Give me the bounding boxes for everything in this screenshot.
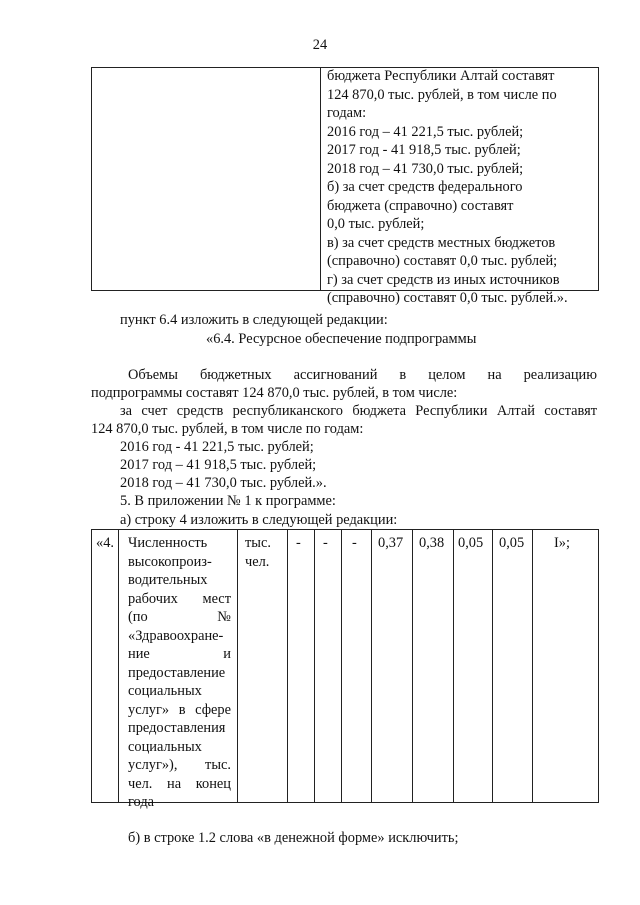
indicator-name-line: услуг»), тыс. xyxy=(128,757,231,773)
table-line: бюджета (справочно) составят xyxy=(327,197,514,214)
budget-table xyxy=(91,67,599,306)
table-line: б) за счет средств федерального xyxy=(327,179,523,195)
indicator-name-line: высокопроиз- xyxy=(128,553,212,570)
table-column-divider xyxy=(453,530,454,802)
paragraph-line: 124 870,0 тыс. рублей, в том числе по годам: xyxy=(91,421,364,437)
value-cell: I»; xyxy=(554,535,570,551)
indicator-name-line: услуг» в сфере xyxy=(128,701,231,718)
budget-table-right-cell xyxy=(327,67,595,308)
table-line: 2018 год – 41 730,0 тыс. рублей; xyxy=(327,160,524,177)
paragraph-6-4-intro: пункт 6.4 изложить в следующей редакции: xyxy=(120,312,388,328)
table-column-divider xyxy=(341,530,342,802)
indicator-name-line: водительных xyxy=(128,572,208,588)
table-line: 2017 год - 41 918,5 тыс. рублей; xyxy=(327,142,521,158)
unit-line: тыс. xyxy=(245,535,271,551)
indicator-name-line: чел. на конец xyxy=(128,775,231,792)
table-line: г) за счет средств из иных источников xyxy=(327,271,560,288)
table-line: бюджета Республики Алтай составят xyxy=(327,68,555,84)
table-column-divider xyxy=(314,530,315,802)
paragraph-line: Объемы бюджетных ассигнований в целом на реализацию xyxy=(128,367,597,383)
page-number: 24 xyxy=(312,37,328,53)
value-cell: - xyxy=(323,535,328,551)
table-column-divider xyxy=(412,530,413,802)
table-line: 2016 год – 41 221,5 тыс. рублей; xyxy=(327,123,524,140)
indicator-name-line: предоставления xyxy=(128,720,226,736)
table-line: 124 870,0 тыс. рублей, в том числе по xyxy=(327,86,557,103)
table-line: (справочно) составят 0,0 тыс. рублей; xyxy=(327,253,558,269)
paragraph-line: за счет средств республиканского бюджета Республики Алтай составят xyxy=(120,403,597,419)
unit-cell xyxy=(245,534,271,571)
table-column-divider xyxy=(320,68,321,290)
item-5a: а) строку 4 изложить в следующей редакции: xyxy=(120,512,398,528)
table-line: годам: xyxy=(327,105,367,121)
indicator-name-line: социальных xyxy=(128,738,202,755)
indicator-name-line: Численность xyxy=(128,535,208,551)
value-cell: 0,38 xyxy=(419,535,445,551)
value-cell: - xyxy=(296,535,301,551)
table-line: (справочно) составят 0,0 тыс. рублей.». xyxy=(327,290,568,306)
year-2016-line: 2016 год - 41 221,5 тыс. рублей; xyxy=(120,439,314,455)
indicator-name-line: предоставление xyxy=(128,664,226,681)
indicator-name-line: года xyxy=(128,794,155,810)
section-heading: «6.4. Ресурсное обеспечение подпрограммы xyxy=(206,331,477,347)
indicator-name-line: «Здравоохране- xyxy=(128,627,224,644)
year-2018-line: 2018 год – 41 730,0 тыс. рублей.». xyxy=(120,475,327,491)
table-column-divider xyxy=(237,530,238,802)
unit-line: чел. xyxy=(245,553,270,570)
indicator-name-line: рабочих мест xyxy=(128,590,231,607)
value-cell: 0,05 xyxy=(499,535,525,551)
table-column-divider xyxy=(287,530,288,802)
table-column-divider xyxy=(492,530,493,802)
table-line: в) за счет средств местных бюджетов xyxy=(327,234,556,251)
year-2017-line: 2017 год – 41 918,5 тыс. рублей; xyxy=(120,457,317,473)
table-column-divider xyxy=(371,530,372,802)
indicator-row-table xyxy=(91,529,599,810)
value-cell: - xyxy=(352,535,357,551)
item-5: 5. В приложении № 1 к программе: xyxy=(120,493,336,509)
paragraph-line: подпрограммы составят 124 870,0 тыс. рублей, в том числе: xyxy=(91,385,458,401)
value-cell: 0,05 xyxy=(458,535,484,551)
indicator-name xyxy=(128,534,231,812)
table-line: 0,0 тыс. рублей; xyxy=(327,216,425,232)
row-number: «4. xyxy=(96,535,114,551)
indicator-name-line: (по № xyxy=(128,609,231,625)
indicator-name-line: социальных xyxy=(128,683,202,699)
table-column-divider xyxy=(118,530,119,802)
value-cell: 0,37 xyxy=(378,535,404,551)
table-column-divider xyxy=(532,530,533,802)
indicator-name-line: ние и xyxy=(128,646,231,662)
item-5b: б) в строке 1.2 слова «в денежной форме» исключить; xyxy=(128,830,459,846)
